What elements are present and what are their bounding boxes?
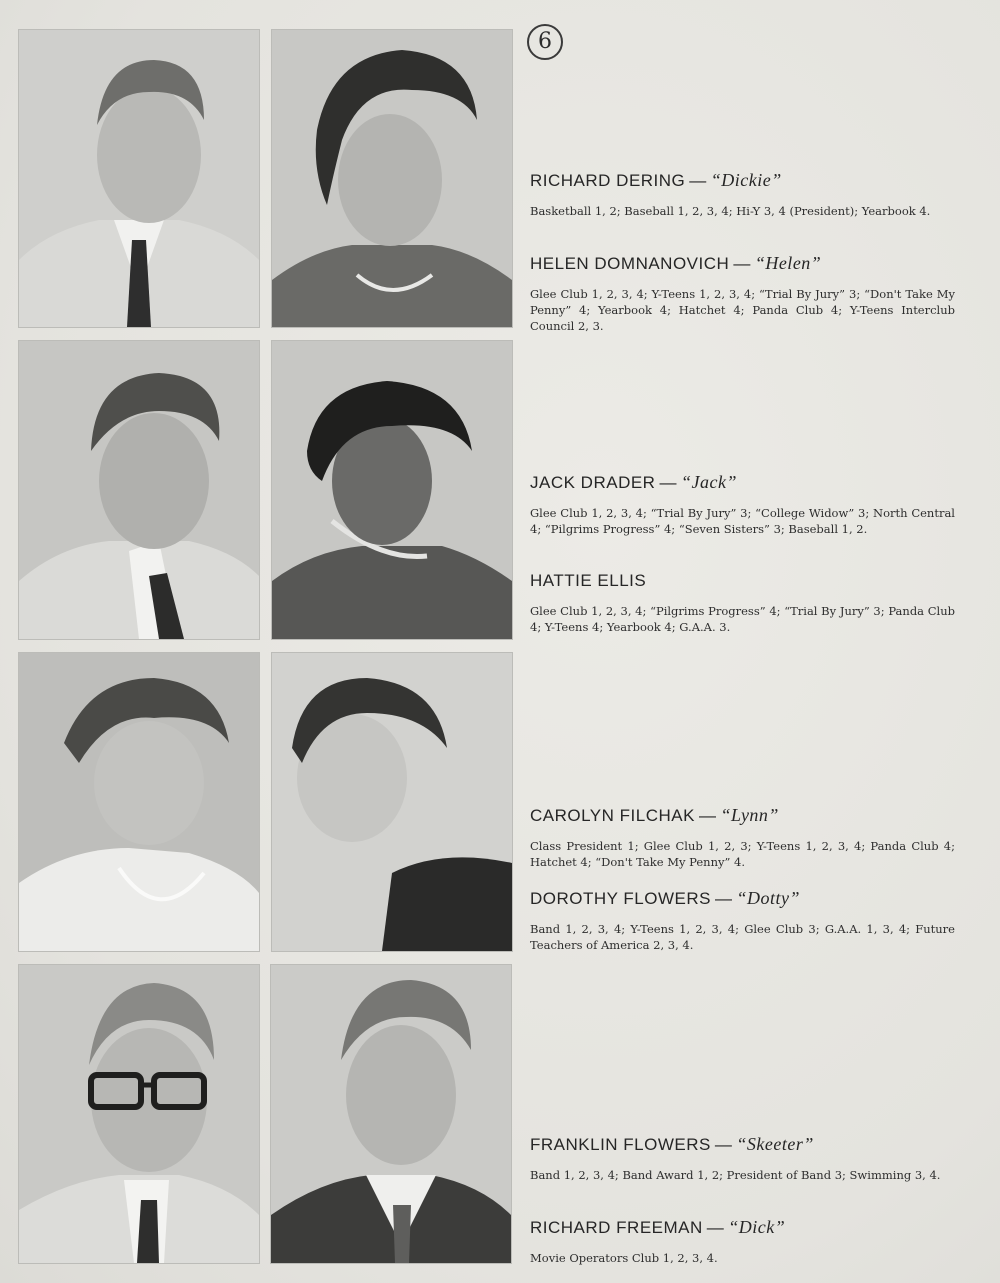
portrait-silhouette-male-icon bbox=[19, 30, 259, 327]
student-name-line: FRANKLIN FLOWERS — “Skeeter” bbox=[530, 1134, 814, 1154]
portrait-photo-richard-dering bbox=[19, 30, 259, 327]
student-name: HELEN DOMNANOVICH bbox=[530, 254, 730, 273]
portrait-silhouette-male-icon bbox=[271, 965, 511, 1263]
student-nickname: “Jack” bbox=[680, 472, 737, 492]
portrait-photo-dorothy-flowers bbox=[272, 653, 512, 951]
student-name: RICHARD DERING bbox=[530, 171, 686, 190]
portrait-photo-jack-drader bbox=[19, 341, 259, 639]
student-name-line: RICHARD FREEMAN — “Dick” bbox=[530, 1217, 786, 1237]
portrait-silhouette-female-icon bbox=[272, 30, 512, 327]
student-entry-richard-dering bbox=[530, 170, 955, 219]
student-name-line bbox=[530, 571, 955, 591]
portrait-photo-helen-domnanovich bbox=[272, 30, 512, 327]
student-name: RICHARD FREEMAN bbox=[530, 1218, 703, 1237]
student-activities: Movie Operators Club 1, 2, 3, 4. bbox=[530, 1251, 718, 1265]
student-activities: Band 1, 2, 3, 4; Y-Teens 1, 2, 3, 4; Glee Club 3; G.A.A. 1, 3, 4; Future Teachers of America 2, 3, 4. bbox=[530, 922, 955, 952]
student-name-line: HELEN DOMNANOVICH — “Helen” bbox=[530, 253, 822, 273]
student-name: FRANKLIN FLOWERS bbox=[530, 1135, 711, 1154]
student-activities: Glee Club 1, 2, 3, 4; Y-Teens 1, 2, 3, 4; “Trial By Jury” 3; “Don't Take My Penny” 4; Yearbook 4; Hatchet 4; Panda Club 4; Y-Teens Interclub Council 2, 3. bbox=[530, 287, 955, 333]
student-nickname: “Dotty” bbox=[736, 888, 800, 908]
page-number: 6 bbox=[527, 24, 563, 60]
student-entry-hattie-ellis bbox=[530, 571, 955, 635]
portrait-photo-richard-freeman bbox=[271, 965, 511, 1263]
student-activities: Class President 1; Glee Club 1, 2, 3; Y-Teens 1, 2, 3, 4; Panda Club 4; Hatchet 4; “Don't Take My Penny” 4. bbox=[530, 839, 955, 869]
student-nickname: “Skeeter” bbox=[736, 1134, 814, 1154]
portrait-silhouette-female-icon bbox=[272, 341, 512, 639]
student-entry-carolyn-filchak bbox=[530, 805, 955, 870]
portrait-photo-carolyn-filchak bbox=[19, 653, 259, 951]
student-name: CAROLYN FILCHAK bbox=[530, 806, 695, 825]
student-name-line: JACK DRADER — “Jack” bbox=[530, 472, 737, 492]
portrait-silhouette-female-icon bbox=[272, 653, 512, 951]
student-nickname: “Dick” bbox=[728, 1217, 786, 1237]
student-entry-richard-freeman bbox=[530, 1217, 955, 1266]
student-name: JACK DRADER bbox=[530, 473, 656, 492]
portrait-photo-franklin-flowers bbox=[19, 965, 259, 1263]
student-activities: Basketball 1, 2; Baseball 1, 2, 3, 4; Hi-Y 3, 4 (President); Yearbook 4. bbox=[530, 204, 931, 218]
student-entry-dorothy-flowers bbox=[530, 888, 955, 953]
student-activities: Glee Club 1, 2, 3, 4; “Trial By Jury” 3; “College Widow” 3; North Central 4; “Pilgrims Progress” 4; “Seven Sisters” 3; Baseball 1, 2. bbox=[530, 506, 955, 536]
student-entry-franklin-flowers bbox=[530, 1134, 955, 1183]
student-nickname: “Dickie” bbox=[710, 170, 782, 190]
portrait-silhouette-male-icon bbox=[19, 341, 259, 639]
student-name-line: CAROLYN FILCHAK — “Lynn” bbox=[530, 805, 779, 825]
portrait-photo-hattie-ellis bbox=[272, 341, 512, 639]
student-nickname: “Lynn” bbox=[720, 805, 779, 825]
student-name: HATTIE ELLIS bbox=[530, 571, 647, 590]
student-nickname: “Helen” bbox=[754, 253, 822, 273]
portrait-silhouette-female-icon bbox=[19, 653, 259, 951]
student-entry-jack-drader bbox=[530, 472, 955, 537]
student-name: DOROTHY FLOWERS bbox=[530, 889, 711, 908]
student-name-line: DOROTHY FLOWERS — “Dotty” bbox=[530, 888, 800, 908]
student-entry-helen-domnanovich bbox=[530, 253, 955, 334]
portrait-silhouette-male-glasses-icon bbox=[19, 965, 259, 1263]
student-activities: Band 1, 2, 3, 4; Band Award 1, 2; President of Band 3; Swimming 3, 4. bbox=[530, 1168, 941, 1182]
student-activities: Glee Club 1, 2, 3, 4; “Pilgrims Progress” 4; “Trial By Jury” 3; Panda Club 4; Y-Teens 4; Yearbook 4; G.A.A. 3. bbox=[530, 604, 955, 634]
student-name-line: RICHARD DERING — “Dickie” bbox=[530, 170, 782, 190]
